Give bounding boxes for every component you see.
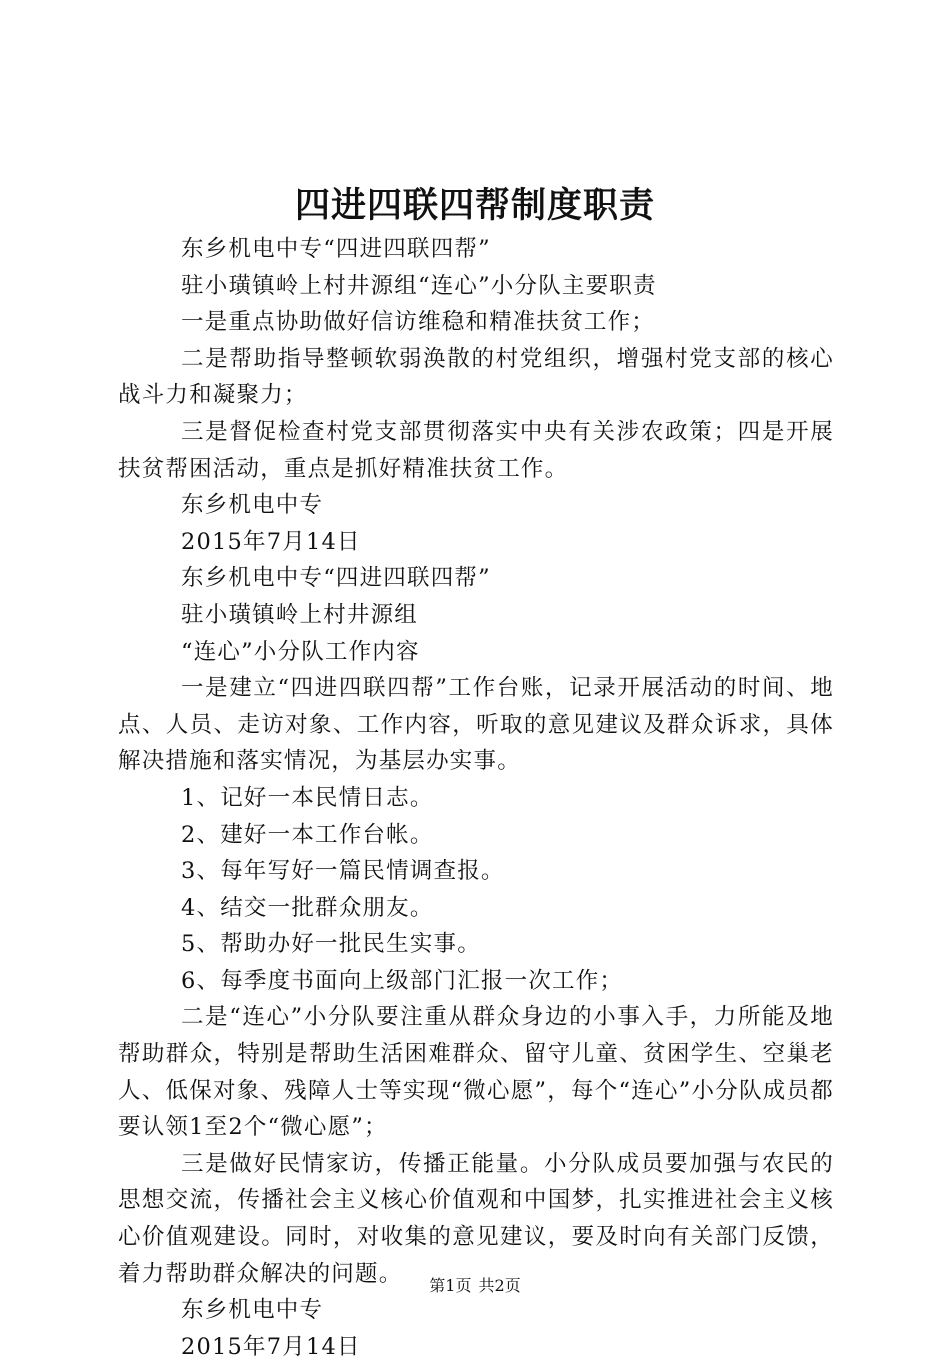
heading-line-location: 驻小璜镇岭上村井源组 <box>181 601 419 628</box>
heading-line-team-duties: 驻小璜镇岭上村井源组“连心”小分队主要职责 <box>181 272 657 299</box>
list-item: 4、结交一批群众朋友。 <box>181 894 434 921</box>
heading-line-unit: 东乡机电中专“四进四联四帮” <box>181 565 491 592</box>
signature-date: 2015年7月14日 <box>181 1333 361 1360</box>
signature-org: 东乡机电中专 <box>181 492 324 519</box>
signature-date: 2015年7月14日 <box>181 528 361 555</box>
paragraph: 三是督促检查村党支部贯彻落实中央有关涉农政策；四是开展扶贫帮困活动，重点是抓好精准扶贫工作。 <box>118 418 834 482</box>
page-footer <box>0 1276 950 1296</box>
list-item: 3、每年写好一篇民情调查报。 <box>181 858 505 885</box>
page-total: 共2页 <box>478 1276 521 1295</box>
list-item: 5、帮助办好一批民生实事。 <box>181 931 481 958</box>
document-body <box>118 231 834 1365</box>
heading-line-unit: 东乡机电中专“四进四联四帮” <box>181 236 491 262</box>
paragraph: 三是做好民情家访，传播正能量。小分队成员要加强与农民的思想交流，传播社会主义核心价值观和中国梦，扎实推进社会主义核心价值观建设。同时，对收集的意见建议，要及时向有关部门反馈，着力帮助群众解决的问题。 <box>118 1150 834 1287</box>
paragraph: 二是“连心”小分队要注重从群众身边的小事入手，力所能及地帮助群众，特别是帮助生活困难群众、留守儿童、贫困学生、空巢老人、低保对象、残障人士等实现“微心愿”，每个“连心”小分队成员都要认领1至2个“微心愿”； <box>118 1004 834 1141</box>
paragraph: 一是重点协助做好信访维稳和精准扶贫工作； <box>181 309 656 336</box>
paragraph: 二是帮助指导整顿软弱涣散的村党组织，增强村党支部的核心战斗力和凝聚力； <box>118 345 834 409</box>
signature-org: 东乡机电中专 <box>181 1297 324 1324</box>
page-number: 第1页 <box>429 1276 472 1295</box>
document-title: 四进四联四帮制度职责 <box>294 186 655 226</box>
list-item: 6、每季度书面向上级部门汇报一次工作； <box>181 967 624 994</box>
paragraph: 一是建立“四进四联四帮”工作台账，记录开展活动的时间、地点、人员、走访对象、工作内容，听取的意见建议及群众诉求，具体解决措施和落实情况，为基层办实事。 <box>118 675 834 775</box>
heading-line-work-content: “连心”小分队工作内容 <box>181 638 420 665</box>
list-item: 1、记好一本民情日志。 <box>181 784 434 811</box>
list-item: 2、建好一本工作台帐。 <box>181 821 434 848</box>
